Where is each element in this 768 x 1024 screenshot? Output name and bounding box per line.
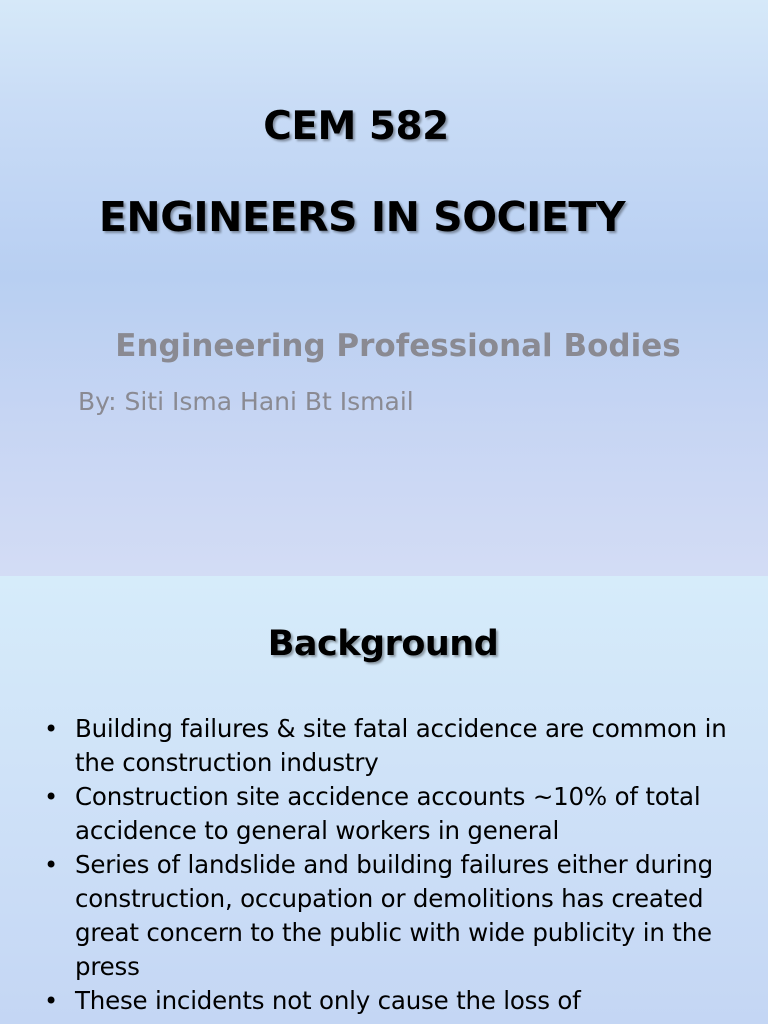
bullet-item xyxy=(42,712,742,780)
course-title: ENGINEERS IN SOCIETY xyxy=(98,193,626,241)
course-code: CEM 582 xyxy=(263,104,449,149)
bullet-dot-icon: • xyxy=(44,851,58,879)
bullet-item xyxy=(42,848,742,984)
slide-title: Background xyxy=(267,624,499,664)
bullet-text: Construction site accidence accounts ~10% of total accidence to general workers in general xyxy=(75,782,701,845)
slide-subtitle: Engineering Professional Bodies xyxy=(115,328,681,364)
bullet-text: Building failures & site fatal accidence are common in the construction industry xyxy=(75,714,727,777)
bullet-item xyxy=(42,780,742,848)
bullet-text: These incidents not only cause the loss of xyxy=(75,986,581,1015)
background-slide xyxy=(0,576,768,1024)
bullet-item xyxy=(42,984,742,1018)
bullet-dot-icon: • xyxy=(44,987,58,1015)
bullet-dot-icon: • xyxy=(44,715,58,743)
author-line: By: Siti Isma Hani Bt Ismail xyxy=(78,387,414,416)
bullet-text: Series of landslide and building failures either during construction, occupation or demolitions has created great concern to the public with wide publicity in the press xyxy=(75,850,713,981)
bullet-dot-icon: • xyxy=(44,783,58,811)
bullet-list xyxy=(42,712,742,1018)
